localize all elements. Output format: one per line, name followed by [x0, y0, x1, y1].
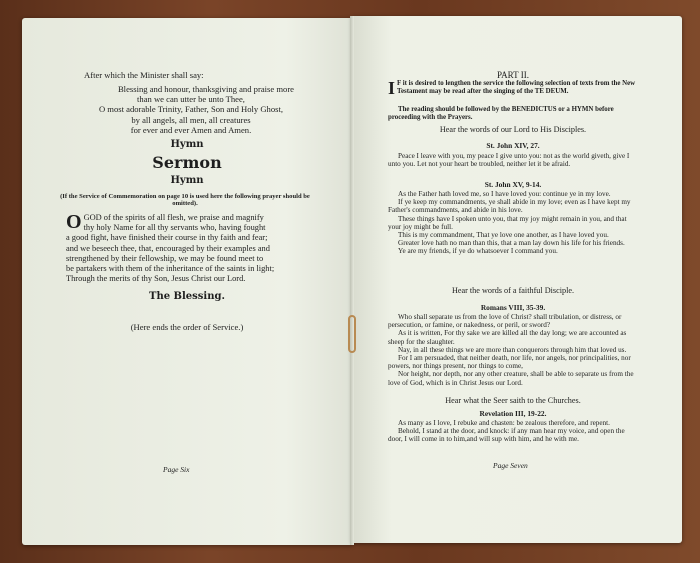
intro-paragraph: F it is desired to lengthen the service the following selection of texts from the New Testament may be read after the singing of the TE DEUM. — [397, 80, 636, 96]
intro-paragraph: The reading should be followed by the BENEDICTUS or a HYMN before proceeding with the Prayers. — [388, 106, 614, 122]
scripture-text — [388, 152, 638, 168]
intro-text-2 — [388, 106, 638, 122]
blessing-line: than we can utter be unto Thee, — [137, 94, 245, 105]
commemoration-note: (If the Service of Commemoration on page 10 is used here the following prayer should be omitted). — [60, 193, 310, 208]
verse: As it is written, For thy sake we are killed all the day long; we are accounted as sheep for the slaughter. — [388, 329, 627, 346]
hymn-heading: Hymn — [170, 139, 204, 150]
end-of-service-note: (Here ends the order of Service.) — [130, 322, 244, 332]
verse: If ye keep my commandments, ye shall abide in my love; even as I have kept my Father's commandments, and abide in his love. — [388, 198, 631, 215]
scripture-reference: St. John XV, 9-14. — [484, 180, 542, 189]
scripture-text — [388, 419, 638, 444]
sermon-heading: Sermon — [152, 153, 222, 172]
prayer-line: thy holy Name for all thy servants who, having fought — [83, 223, 266, 233]
section-heading: Hear the words of our Lord to His Disciples. — [439, 125, 587, 134]
section-heading: Hear the words of a faithful Disciple. — [451, 286, 575, 295]
hymn-heading: Hymn — [170, 175, 204, 186]
prayer-text — [66, 213, 328, 284]
blessing-line: Blessing and honour, thanksgiving and praise more — [117, 84, 294, 94]
verse: For I am persuaded, that neither death, nor life, nor angels, nor principalities, nor powers, nor things present, nor things to come, — [388, 354, 631, 371]
prayer-line: GOD of the spirits of all flesh, we praise and magnify — [83, 213, 264, 222]
blessing-text — [80, 84, 302, 135]
verse: Greater love hath no man than this, that a man lay down his life for his friends. — [398, 239, 625, 248]
part-heading: PART II. — [497, 70, 529, 80]
verse: Peace I leave with you, my peace I give unto you: not as the world giveth, give I unto you. Let not your heart be troubled, neither let it be afraid. — [388, 152, 630, 169]
prayer-line: be partakers with them of the inheritance of the saints in light; — [66, 264, 275, 274]
verse: These things have I spoken unto you, that my joy might remain in you, and that your joy might be full. — [388, 214, 627, 231]
scripture-reference: St. John XIV, 27. — [486, 141, 540, 150]
verse: Ye are my friends, if ye do whatsoever I command you. — [398, 247, 558, 256]
blessing-line: for ever and ever Amen and Amen. — [130, 124, 252, 135]
verse: Who shall separate us from the love of Christ? shall tribulation, or distress, or persecution, or famine, or nakedness, or peril, or sword? — [388, 313, 622, 330]
blessing-title: The Blessing. — [149, 291, 225, 302]
verse: Nay, in all these things we are more than conquerors through him that loved us. — [398, 345, 627, 354]
section-heading: Hear what the Seer saith to the Churches. — [445, 396, 581, 405]
blessing-line: O most adorable Trinity, Father, Son and Holy Ghost, — [98, 104, 284, 115]
page-number: Page Six — [163, 465, 190, 474]
intro-text — [388, 80, 638, 96]
page-number: Page Seven — [493, 461, 528, 470]
scripture-text — [388, 313, 638, 387]
staple — [348, 315, 356, 353]
scripture-text — [388, 190, 638, 256]
prayer-line: a good fight, have finished their course in thy faith and fear; — [66, 233, 268, 243]
scripture-reference: Revelation III, 19-22. — [479, 409, 547, 418]
verse: Behold, I stand at the door, and knock: if any man hear my voice, and open the door, I will come in to him,and will sup with him, and he with me. — [388, 427, 625, 444]
minister-heading: After which the Minister shall say: — [84, 70, 204, 80]
verse: As the Father hath loved me, so I have loved you: continue ye in my love. — [398, 190, 611, 198]
verse: As many as I love, I rebuke and chasten: be zealous therefore, and repent. — [398, 419, 610, 427]
dropcap: I — [388, 78, 396, 98]
prayer-line: and we beseech thee, that, encouraged by their examples and — [66, 243, 270, 253]
dropcap: O — [66, 211, 82, 233]
booklet-spine — [350, 16, 354, 545]
prayer-line: Through the merits of thy Son, Jesus Christ our Lord. — [66, 274, 246, 284]
verse: Nor height, nor depth, nor any other creature, shall be able to separate us from the love of God, which is in Christ Jesus our Lord. — [388, 370, 634, 387]
scripture-reference: Romans VIII, 35-39. — [480, 303, 546, 312]
prayer-line: strengthened by their fellowship, we may be found meet to — [66, 253, 264, 263]
blessing-line: by all angels, all men, all creatures — [131, 114, 251, 125]
verse: This is my commandment, That ye love one another, as I have loved you. — [398, 231, 609, 240]
